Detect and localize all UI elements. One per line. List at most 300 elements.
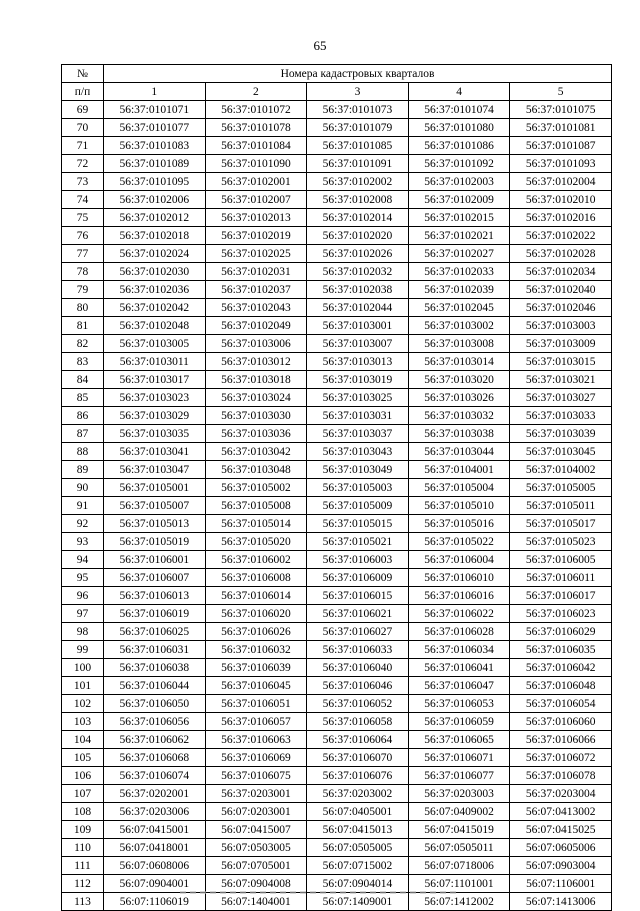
cadastral-number-cell: 56:37:0105016 (408, 515, 510, 533)
cadastral-number-cell: 56:37:0103018 (205, 371, 307, 389)
cadastral-number-cell: 56:07:0418001 (104, 839, 206, 857)
table-body (62, 101, 612, 911)
cadastral-number-cell: 56:37:0106069 (205, 749, 307, 767)
cadastral-number-cell: 56:37:0106035 (510, 641, 612, 659)
table-row (62, 425, 612, 443)
cadastral-number-cell: 56:37:0106044 (104, 677, 206, 695)
cadastral-number-cell: 56:07:0715002 (307, 857, 409, 875)
cadastral-number-cell: 56:07:0415025 (510, 821, 612, 839)
cadastral-number-cell: 56:37:0103042 (205, 443, 307, 461)
cadastral-number-cell: 56:37:0102039 (408, 281, 510, 299)
cadastral-number-cell: 56:37:0102027 (408, 245, 510, 263)
cadastral-number-cell: 56:37:0102002 (307, 173, 409, 191)
row-number-cell: 96 (62, 587, 104, 605)
cadastral-number-cell: 56:37:0103035 (104, 425, 206, 443)
cadastral-number-cell: 56:07:1413006 (510, 893, 612, 911)
cadastral-number-cell: 56:37:0106032 (205, 641, 307, 659)
cadastral-number-cell: 56:07:0718006 (408, 857, 510, 875)
cadastral-number-cell: 56:37:0106053 (408, 695, 510, 713)
cadastral-number-cell: 56:37:0103002 (408, 317, 510, 335)
cadastral-number-cell: 56:37:0102010 (510, 191, 612, 209)
table-row (62, 389, 612, 407)
row-number-cell: 84 (62, 371, 104, 389)
row-number-cell: 95 (62, 569, 104, 587)
cadastral-number-cell: 56:37:0202001 (104, 785, 206, 803)
row-number-cell: 100 (62, 659, 104, 677)
row-number-cell: 94 (62, 551, 104, 569)
cadastral-number-cell: 56:37:0106002 (205, 551, 307, 569)
cadastral-number-cell: 56:37:0103027 (510, 389, 612, 407)
table-row (62, 893, 612, 911)
cadastral-number-cell: 56:37:0101074 (408, 101, 510, 119)
cadastral-number-cell: 56:37:0103011 (104, 353, 206, 371)
cadastral-number-cell: 56:07:1409001 (307, 893, 409, 911)
cadastral-number-cell: 56:37:0106021 (307, 605, 409, 623)
cadastral-number-cell: 56:37:0106016 (408, 587, 510, 605)
cadastral-number-cell: 56:07:1101001 (408, 875, 510, 893)
cadastral-number-cell: 56:37:0106011 (510, 569, 612, 587)
cadastral-number-cell: 56:37:0103039 (510, 425, 612, 443)
cadastral-number-cell: 56:37:0105008 (205, 497, 307, 515)
row-number-cell: 90 (62, 479, 104, 497)
cadastral-number-cell: 56:37:0103030 (205, 407, 307, 425)
cadastral-number-cell: 56:37:0102012 (104, 209, 206, 227)
cadastral-number-cell: 56:37:0106074 (104, 767, 206, 785)
table-row (62, 821, 612, 839)
cadastral-number-cell: 56:37:0102037 (205, 281, 307, 299)
cadastral-number-cell: 56:37:0106078 (510, 767, 612, 785)
cadastral-number-cell: 56:37:0102049 (205, 317, 307, 335)
cadastral-number-cell: 56:37:0106020 (205, 605, 307, 623)
cadastral-number-cell: 56:37:0106063 (205, 731, 307, 749)
cadastral-number-cell: 56:37:0103007 (307, 335, 409, 353)
row-number-cell: 71 (62, 137, 104, 155)
cadastral-number-cell: 56:07:0415007 (205, 821, 307, 839)
cadastral-number-cell: 56:37:0101095 (104, 173, 206, 191)
cadastral-number-cell: 56:37:0102014 (307, 209, 409, 227)
cadastral-number-cell: 56:37:0106022 (408, 605, 510, 623)
cadastral-number-cell: 56:37:0106001 (104, 551, 206, 569)
cadastral-number-cell: 56:37:0102004 (510, 173, 612, 191)
cadastral-number-cell: 56:37:0106072 (510, 749, 612, 767)
row-number-cell: 87 (62, 425, 104, 443)
cadastral-number-cell: 56:37:0102006 (104, 191, 206, 209)
cadastral-number-cell: 56:37:0106039 (205, 659, 307, 677)
cadastral-number-cell: 56:37:0103009 (510, 335, 612, 353)
cadastral-number-cell: 56:37:0103019 (307, 371, 409, 389)
cadastral-number-cell: 56:37:0103020 (408, 371, 510, 389)
cadastral-number-cell: 56:07:0409002 (408, 803, 510, 821)
cadastral-number-cell: 56:37:0102045 (408, 299, 510, 317)
row-number-cell: 105 (62, 749, 104, 767)
table-row (62, 335, 612, 353)
column-number: 1 (104, 83, 206, 101)
table-row (62, 209, 612, 227)
table-row (62, 785, 612, 803)
cadastral-number-cell: 56:37:0102034 (510, 263, 612, 281)
cadastral-number-cell: 56:37:0103043 (307, 443, 409, 461)
cadastral-number-cell: 56:37:0106005 (510, 551, 612, 569)
header-num-top: № (62, 65, 104, 83)
row-number-cell: 104 (62, 731, 104, 749)
table-row (62, 407, 612, 425)
cadastral-number-cell: 56:37:0103008 (408, 335, 510, 353)
cadastral-number-cell: 56:07:0904014 (307, 875, 409, 893)
table-row (62, 731, 612, 749)
cadastral-number-cell: 56:37:0103033 (510, 407, 612, 425)
table-row (62, 191, 612, 209)
row-number-cell: 70 (62, 119, 104, 137)
row-number-cell: 102 (62, 695, 104, 713)
cadastral-quarters-table (61, 64, 612, 911)
cadastral-number-cell: 56:37:0203003 (408, 785, 510, 803)
column-number: 2 (205, 83, 307, 101)
cadastral-number-cell: 56:37:0102031 (205, 263, 307, 281)
cadastral-number-cell: 56:37:0106045 (205, 677, 307, 695)
cadastral-number-cell: 56:37:0101087 (510, 137, 612, 155)
row-number-cell: 83 (62, 353, 104, 371)
cadastral-number-cell: 56:37:0106071 (408, 749, 510, 767)
cadastral-number-cell: 56:37:0102013 (205, 209, 307, 227)
cadastral-number-cell: 56:37:0106008 (205, 569, 307, 587)
cadastral-number-cell: 56:37:0101091 (307, 155, 409, 173)
row-number-cell: 82 (62, 335, 104, 353)
row-number-cell: 86 (62, 407, 104, 425)
table-row (62, 245, 612, 263)
cadastral-number-cell: 56:37:0103041 (104, 443, 206, 461)
cadastral-number-cell: 56:37:0102038 (307, 281, 409, 299)
cadastral-number-cell: 56:37:0103026 (408, 389, 510, 407)
cadastral-number-cell: 56:37:0103015 (510, 353, 612, 371)
cadastral-number-cell: 56:37:0102030 (104, 263, 206, 281)
table-row (62, 695, 612, 713)
table-row (62, 353, 612, 371)
row-number-cell: 92 (62, 515, 104, 533)
row-number-cell: 76 (62, 227, 104, 245)
table-row (62, 569, 612, 587)
table-row (62, 371, 612, 389)
cadastral-number-cell: 56:07:0608006 (104, 857, 206, 875)
row-number-cell: 108 (62, 803, 104, 821)
cadastral-number-cell: 56:37:0105015 (307, 515, 409, 533)
cadastral-number-cell: 56:37:0103045 (510, 443, 612, 461)
cadastral-number-cell: 56:07:0503005 (205, 839, 307, 857)
table-row (62, 605, 612, 623)
cadastral-number-cell: 56:37:0106023 (510, 605, 612, 623)
cadastral-number-cell: 56:37:0102046 (510, 299, 612, 317)
cadastral-number-cell: 56:37:0102001 (205, 173, 307, 191)
cadastral-number-cell: 56:37:0105022 (408, 533, 510, 551)
cadastral-number-cell: 56:37:0101071 (104, 101, 206, 119)
cadastral-number-cell: 56:37:0103013 (307, 353, 409, 371)
cadastral-number-cell: 56:37:0102032 (307, 263, 409, 281)
table-row (62, 227, 612, 245)
cadastral-number-cell: 56:07:0415013 (307, 821, 409, 839)
table-row (62, 263, 612, 281)
cadastral-number-cell: 56:37:0106025 (104, 623, 206, 641)
cadastral-number-cell: 56:37:0102021 (408, 227, 510, 245)
cadastral-number-cell: 56:37:0102043 (205, 299, 307, 317)
cadastral-number-cell: 56:37:0103038 (408, 425, 510, 443)
table-row (62, 119, 612, 137)
row-number-cell: 79 (62, 281, 104, 299)
cadastral-number-cell: 56:07:0705001 (205, 857, 307, 875)
row-number-cell: 88 (62, 443, 104, 461)
row-number-cell: 113 (62, 893, 104, 911)
row-number-cell: 73 (62, 173, 104, 191)
row-number-cell: 93 (62, 533, 104, 551)
row-number-cell: 72 (62, 155, 104, 173)
cadastral-number-cell: 56:37:0103005 (104, 335, 206, 353)
cadastral-number-cell: 56:37:0106066 (510, 731, 612, 749)
cadastral-number-cell: 56:37:0106058 (307, 713, 409, 731)
cadastral-number-cell: 56:07:1404001 (205, 893, 307, 911)
row-number-cell: 89 (62, 461, 104, 479)
cadastral-number-cell: 56:37:0106077 (408, 767, 510, 785)
row-number-cell: 98 (62, 623, 104, 641)
row-number-cell: 85 (62, 389, 104, 407)
cadastral-number-cell: 56:07:0415001 (104, 821, 206, 839)
cadastral-number-cell: 56:37:0105014 (205, 515, 307, 533)
cadastral-number-cell: 56:37:0106040 (307, 659, 409, 677)
cadastral-number-cell: 56:37:0103029 (104, 407, 206, 425)
cadastral-number-cell: 56:37:0106050 (104, 695, 206, 713)
cadastral-number-cell: 56:37:0203006 (104, 803, 206, 821)
cadastral-number-cell: 56:37:0106029 (510, 623, 612, 641)
cadastral-number-cell: 56:37:0101083 (104, 137, 206, 155)
cadastral-number-cell: 56:37:0102016 (510, 209, 612, 227)
cadastral-number-cell: 56:37:0101077 (104, 119, 206, 137)
row-number-cell: 106 (62, 767, 104, 785)
cadastral-number-cell: 56:37:0103021 (510, 371, 612, 389)
table-row (62, 857, 612, 875)
cadastral-number-cell: 56:37:0105003 (307, 479, 409, 497)
table-row (62, 281, 612, 299)
row-number-cell: 107 (62, 785, 104, 803)
cadastral-number-cell: 56:37:0103036 (205, 425, 307, 443)
cadastral-number-cell: 56:37:0106046 (307, 677, 409, 695)
cadastral-number-cell: 56:37:0102020 (307, 227, 409, 245)
cadastral-number-cell: 56:37:0101073 (307, 101, 409, 119)
table-row (62, 587, 612, 605)
cadastral-number-cell: 56:37:0105007 (104, 497, 206, 515)
table-row (62, 101, 612, 119)
cadastral-number-cell: 56:37:0101075 (510, 101, 612, 119)
cadastral-number-cell: 56:37:0102042 (104, 299, 206, 317)
header-num-bottom: п/п (62, 83, 104, 101)
cadastral-number-cell: 56:37:0102022 (510, 227, 612, 245)
cadastral-number-cell: 56:37:0106027 (307, 623, 409, 641)
cadastral-number-cell: 56:37:0102026 (307, 245, 409, 263)
table-row (62, 173, 612, 191)
cadastral-number-cell: 56:37:0105004 (408, 479, 510, 497)
row-number-cell: 81 (62, 317, 104, 335)
cadastral-number-cell: 56:07:1106001 (510, 875, 612, 893)
cadastral-number-cell: 56:37:0101080 (408, 119, 510, 137)
row-number-cell: 99 (62, 641, 104, 659)
cadastral-number-cell: 56:07:0415019 (408, 821, 510, 839)
cadastral-number-cell: 56:37:0106017 (510, 587, 612, 605)
cadastral-number-cell: 56:37:0106054 (510, 695, 612, 713)
cadastral-number-cell: 56:37:0103006 (205, 335, 307, 353)
row-number-cell: 103 (62, 713, 104, 731)
cadastral-number-cell: 56:37:0103047 (104, 461, 206, 479)
table-row (62, 551, 612, 569)
table-row (62, 875, 612, 893)
cadastral-number-cell: 56:37:0101078 (205, 119, 307, 137)
cadastral-number-cell: 56:37:0106048 (510, 677, 612, 695)
cadastral-number-cell: 56:07:1412002 (408, 893, 510, 911)
table-row (62, 497, 612, 515)
cadastral-number-cell: 56:37:0101093 (510, 155, 612, 173)
cadastral-number-cell: 56:37:0106047 (408, 677, 510, 695)
cadastral-number-cell: 56:37:0105020 (205, 533, 307, 551)
cadastral-number-cell: 56:37:0102044 (307, 299, 409, 317)
cadastral-number-cell: 56:37:0103024 (205, 389, 307, 407)
cadastral-number-cell: 56:37:0103012 (205, 353, 307, 371)
cadastral-number-cell: 56:37:0101092 (408, 155, 510, 173)
cadastral-number-cell: 56:37:0102040 (510, 281, 612, 299)
cadastral-number-cell: 56:37:0106010 (408, 569, 510, 587)
cadastral-number-cell: 56:37:0106057 (205, 713, 307, 731)
cadastral-number-cell: 56:37:0106064 (307, 731, 409, 749)
table-row (62, 659, 612, 677)
cadastral-number-cell: 56:37:0106033 (307, 641, 409, 659)
table-row (62, 137, 612, 155)
table-row (62, 803, 612, 821)
cadastral-number-cell: 56:37:0105010 (408, 497, 510, 515)
cadastral-number-cell: 56:37:0102028 (510, 245, 612, 263)
row-number-cell: 78 (62, 263, 104, 281)
cadastral-number-cell: 56:37:0105013 (104, 515, 206, 533)
cadastral-number-cell: 56:37:0106004 (408, 551, 510, 569)
column-number: 3 (307, 83, 409, 101)
cadastral-number-cell: 56:37:0103048 (205, 461, 307, 479)
cadastral-number-cell: 56:37:0105023 (510, 533, 612, 551)
cadastral-number-cell: 56:37:0105011 (510, 497, 612, 515)
cadastral-number-cell: 56:37:0106028 (408, 623, 510, 641)
page-number: 65 (313, 38, 327, 53)
cadastral-number-cell: 56:37:0102007 (205, 191, 307, 209)
cadastral-number-cell: 56:37:0106007 (104, 569, 206, 587)
cadastral-number-cell: 56:37:0105017 (510, 515, 612, 533)
cadastral-number-cell: 56:37:0102003 (408, 173, 510, 191)
cadastral-number-cell: 56:37:0101086 (408, 137, 510, 155)
cadastral-number-cell: 56:37:0102033 (408, 263, 510, 281)
cadastral-number-cell: 56:07:0505011 (408, 839, 510, 857)
cadastral-number-cell: 56:37:0102025 (205, 245, 307, 263)
cadastral-number-cell: 56:37:0106026 (205, 623, 307, 641)
cadastral-number-cell: 56:37:0101089 (104, 155, 206, 173)
cadastral-number-cell: 56:37:0101090 (205, 155, 307, 173)
cadastral-number-cell: 56:07:0903004 (510, 857, 612, 875)
cadastral-number-cell: 56:07:0413002 (510, 803, 612, 821)
table-row (62, 713, 612, 731)
cadastral-number-cell: 56:37:0106014 (205, 587, 307, 605)
cadastral-number-cell: 56:37:0106015 (307, 587, 409, 605)
column-number: 5 (510, 83, 612, 101)
cadastral-number-cell: 56:37:0106034 (408, 641, 510, 659)
table-row (62, 641, 612, 659)
cadastral-number-cell: 56:37:0105021 (307, 533, 409, 551)
cadastral-number-cell: 56:07:0505005 (307, 839, 409, 857)
cadastral-number-cell: 56:37:0106059 (408, 713, 510, 731)
row-number-cell: 109 (62, 821, 104, 839)
cadastral-number-cell: 56:07:1106019 (104, 893, 206, 911)
row-number-cell: 101 (62, 677, 104, 695)
cadastral-number-cell: 56:37:0105001 (104, 479, 206, 497)
row-number-cell: 80 (62, 299, 104, 317)
cadastral-number-cell: 56:37:0104001 (408, 461, 510, 479)
cadastral-number-cell: 56:37:0101081 (510, 119, 612, 137)
cadastral-number-cell: 56:07:0203001 (205, 803, 307, 821)
row-number-cell: 75 (62, 209, 104, 227)
cadastral-number-cell: 56:37:0103031 (307, 407, 409, 425)
cadastral-number-cell: 56:07:0605006 (510, 839, 612, 857)
cadastral-number-cell: 56:37:0105019 (104, 533, 206, 551)
row-number-cell: 110 (62, 839, 104, 857)
table-row (62, 299, 612, 317)
cadastral-number-cell: 56:37:0103044 (408, 443, 510, 461)
row-number-cell: 77 (62, 245, 104, 263)
cadastral-number-cell: 56:37:0103017 (104, 371, 206, 389)
cadastral-number-cell: 56:37:0106009 (307, 569, 409, 587)
cadastral-number-cell: 56:37:0106075 (205, 767, 307, 785)
row-number-cell: 111 (62, 857, 104, 875)
cadastral-number-cell: 56:37:0102024 (104, 245, 206, 263)
table-row (62, 515, 612, 533)
cadastral-number-cell: 56:37:0103025 (307, 389, 409, 407)
cadastral-number-cell: 56:37:0105002 (205, 479, 307, 497)
cadastral-number-cell: 56:37:0106062 (104, 731, 206, 749)
cadastral-number-cell: 56:37:0103014 (408, 353, 510, 371)
cadastral-number-cell: 56:37:0106042 (510, 659, 612, 677)
table-row (62, 443, 612, 461)
cadastral-number-cell: 56:37:0106065 (408, 731, 510, 749)
cadastral-number-cell: 56:37:0106013 (104, 587, 206, 605)
cadastral-number-cell: 56:37:0102036 (104, 281, 206, 299)
table-row (62, 155, 612, 173)
cadastral-number-cell: 56:37:0101084 (205, 137, 307, 155)
cadastral-number-cell: 56:37:0203002 (307, 785, 409, 803)
cadastral-number-cell: 56:37:0103037 (307, 425, 409, 443)
cadastral-number-cell: 56:37:0103001 (307, 317, 409, 335)
row-number-cell: 97 (62, 605, 104, 623)
cadastral-number-cell: 56:07:0405001 (307, 803, 409, 821)
cadastral-number-cell: 56:37:0102008 (307, 191, 409, 209)
row-number-cell: 69 (62, 101, 104, 119)
column-number: 4 (408, 83, 510, 101)
row-number-cell: 74 (62, 191, 104, 209)
row-number-cell: 112 (62, 875, 104, 893)
table-row (62, 317, 612, 335)
cadastral-number-cell: 56:37:0102018 (104, 227, 206, 245)
cadastral-number-cell: 56:37:0102048 (104, 317, 206, 335)
table-row (62, 677, 612, 695)
table-row (62, 749, 612, 767)
cadastral-number-cell: 56:37:0106038 (104, 659, 206, 677)
table-row (62, 767, 612, 785)
cadastral-number-cell: 56:37:0106052 (307, 695, 409, 713)
cadastral-number-cell: 56:37:0106031 (104, 641, 206, 659)
cadastral-number-cell: 56:37:0103003 (510, 317, 612, 335)
cadastral-number-cell: 56:37:0101085 (307, 137, 409, 155)
cadastral-number-cell: 56:37:0106041 (408, 659, 510, 677)
cadastral-number-cell: 56:37:0105005 (510, 479, 612, 497)
cadastral-number-cell: 56:37:0104002 (510, 461, 612, 479)
cadastral-number-cell: 56:37:0106051 (205, 695, 307, 713)
cadastral-number-cell: 56:37:0106076 (307, 767, 409, 785)
